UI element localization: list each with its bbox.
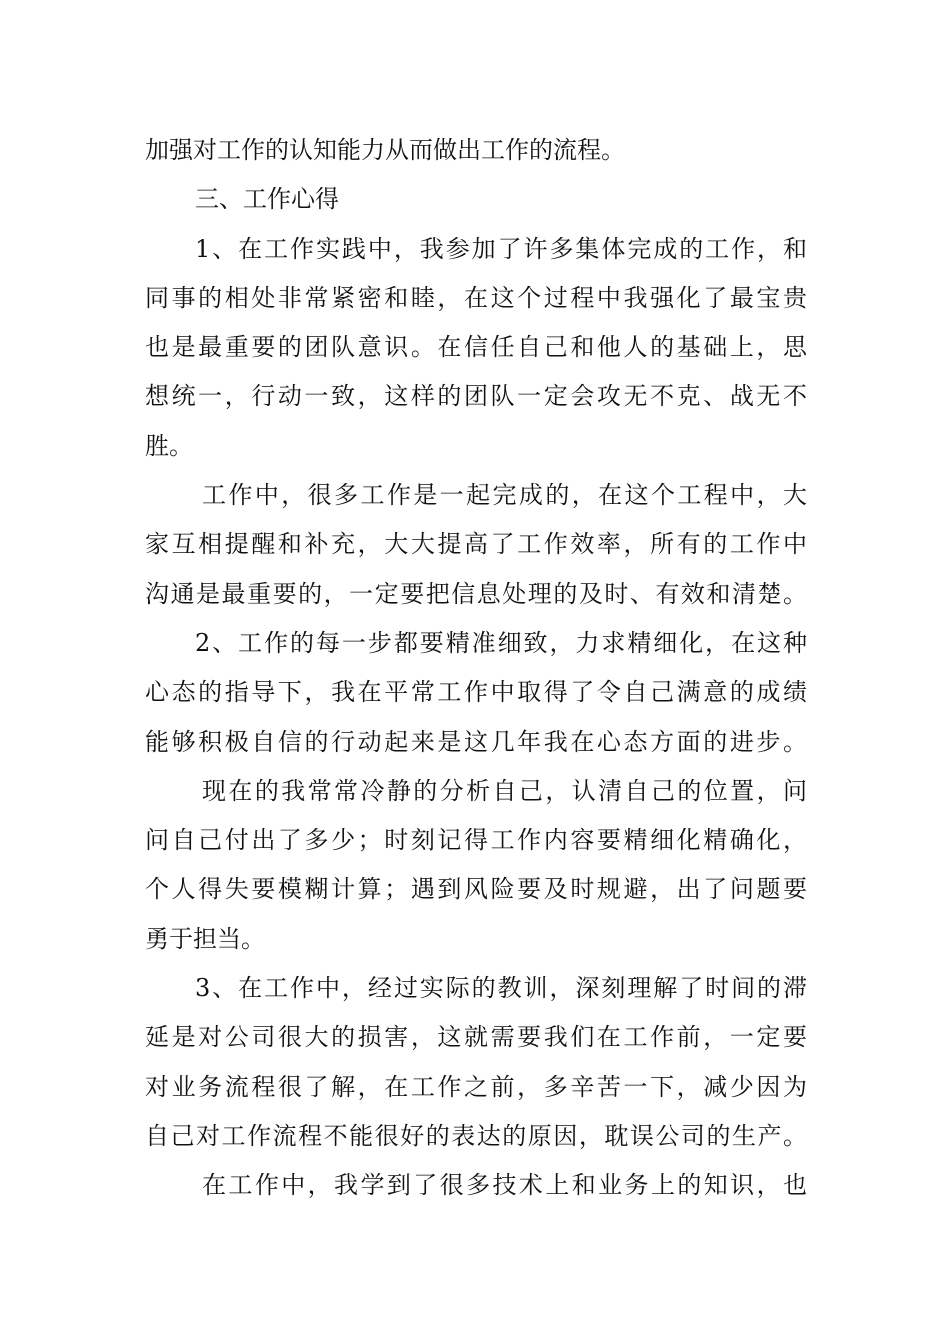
- paragraph-line: 心态的指导下，我在平常工作中取得了令自己满意的成绩: [145, 678, 807, 707]
- paragraph-line: 现在的我常常冷静的分析自己，认清自己的位置，问: [202, 776, 807, 805]
- paragraph-line: 2、工作的每一步都要精准细致，力求精细化，在这种: [195, 628, 807, 657]
- paragraph-line: 3、在工作中，经过实际的教训，深刻理解了时间的滞: [195, 974, 807, 1003]
- paragraph-line: 对业务流程很了解，在工作之前，多辛苦一下，减少因为: [145, 1072, 807, 1101]
- paragraph-line: 延是对公司很大的损害，这就需要我们在工作前，一定要: [145, 1023, 807, 1052]
- paragraph-line: 也是最重要的团队意识。在信任自己和他人的基础上，思: [145, 333, 807, 362]
- paragraph-line: 能够积极自信的行动起来是这几年我在心态方面的进步。: [145, 727, 807, 756]
- paragraph-line: 想统一，行动一致，这样的团队一定会攻无不克、战无不: [145, 382, 807, 411]
- paragraph-line: 自己对工作流程不能很好的表达的原因，耽误公司的生产。: [145, 1121, 807, 1150]
- text-line: 加强对工作的认知能力从而做出工作的流程。: [145, 136, 625, 164]
- paragraph-line: 沟通是最重要的，一定要把信息处理的及时、有效和清楚。: [145, 579, 807, 608]
- paragraph-line: 勇于担当。: [145, 924, 265, 953]
- paragraph-line: 工作中，很多工作是一起完成的，在这个工程中，大: [202, 481, 807, 510]
- paragraph-line: 个人得失要模糊计算；遇到风险要及时规避，出了问题要: [145, 875, 807, 904]
- paragraph-line: 在工作中，我学到了很多技术上和业务上的知识，也: [202, 1171, 807, 1200]
- paragraph-line: 问自己付出了多少；时刻记得工作内容要精细化精确化，: [145, 826, 807, 855]
- section-heading: 三、工作心得: [195, 185, 339, 214]
- document-body: [145, 126, 807, 1211]
- paragraph-line: 同事的相处非常紧密和睦，在这个过程中我强化了最宝贵: [145, 283, 807, 312]
- paragraph-line: 胜。: [145, 431, 193, 460]
- paragraph-line: 1、在工作实践中，我参加了许多集体完成的工作，和: [195, 234, 807, 263]
- paragraph-line: 家互相提醒和补充，大大提高了工作效率，所有的工作中: [145, 530, 807, 559]
